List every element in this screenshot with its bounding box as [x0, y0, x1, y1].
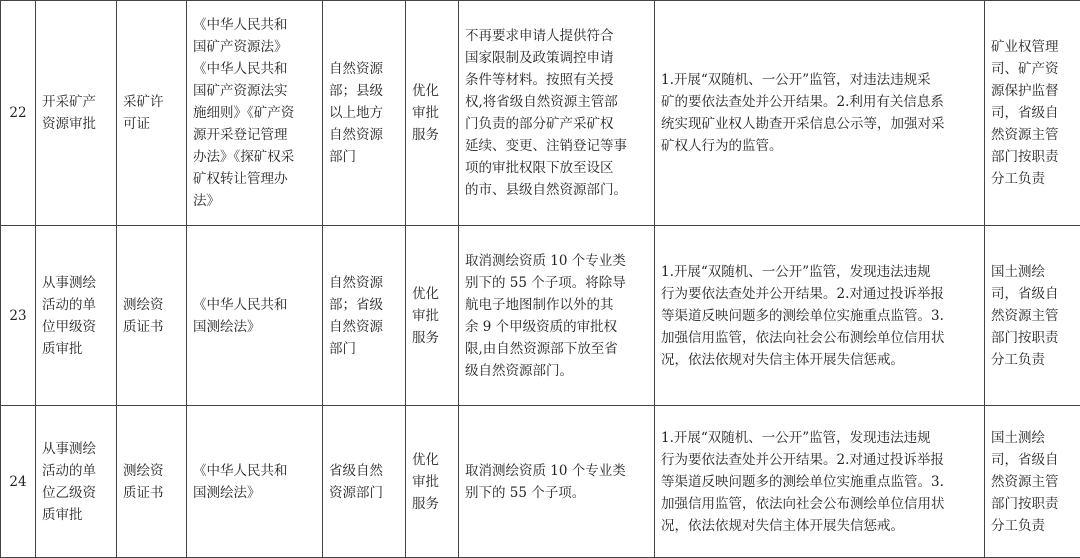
permit-name: 采矿许 可证 [117, 1, 187, 226]
reform-method: 优化 审批 服务 [406, 1, 459, 226]
table-row [1, 1, 1080, 226]
supervision-measures: 1.开展“双随机、一公开”监管，对违法违规采 矿的要依法查处并公开结果。2.利用有关信息系 统实现矿业权人勘查开采信息公示等，加强对采 矿权人行为的监管。 [655, 1, 985, 226]
approval-authority: 自然资源 部；县级 以上地方 自然资源 部门 [323, 1, 406, 226]
legal-basis: 《中华人民共和 国测绘法》 [187, 226, 323, 406]
reform-content: 不再要求申请人提供符合 国家限制及政策调控申请 条件等材料。按照有关授 权,将省级自然资源主管部 门负责的部分矿产采矿权 延续、变更、注销登记等事 项的审批权限下放至设区 的市、县级自然资源部门。 [459, 1, 655, 226]
table-row [1, 226, 1080, 406]
reform-content: 取消测绘资质 10 个专业类 别下的 55 个子项。将除导 航电子地图制作以外的其 余 9 个甲级资质的审批权 限,由自然资源部下放至省 级自然资源部门。 [459, 226, 655, 406]
item-name: 从事测绘 活动的单 位甲级资 质审批 [36, 226, 117, 406]
table-row [1, 406, 1080, 558]
permit-name: 测绘资 质证书 [117, 226, 187, 406]
responsible-department: 国土测绘 司，省级自 然资源主管 部门按职责 分工负责 [985, 406, 1080, 558]
reform-method: 优化 审批 服务 [406, 226, 459, 406]
legal-basis: 《中华人民共和 国测绘法》 [187, 406, 323, 558]
row-number: 24 [1, 406, 36, 558]
item-name: 从事测绘 活动的单 位乙级资 质审批 [36, 406, 117, 558]
responsible-department: 矿业权管理 司、矿产资 源保护监督 司，省级自 然资源主管 部门按职责 分工负责 [985, 1, 1080, 226]
permit-name: 测绘资 质证书 [117, 406, 187, 558]
supervision-measures: 1.开展“双随机、一公开”监管，发现违法违规 行为要依法查处并公开结果。2.对通过投诉举报 等渠道反映问题多的测绘单位实施重点监管。3. 加强信用监管，依法向社会公布测绘单位信用状 况，依法依规对失信主体开展失信惩戒。 [655, 406, 985, 558]
approval-authority: 自然资源 部；省级 自然资源 部门 [323, 226, 406, 406]
legal-basis: 《中华人民共和 国矿产资源法》 《中华人民共和 国矿产资源法实 施细则》《矿产资 源开采登记管理 办法》《探矿权采 矿权转让管理办 法》 [187, 1, 323, 226]
reform-method: 优化 审批 服务 [406, 406, 459, 558]
row-number: 23 [1, 226, 36, 406]
approval-authority: 省级自然 资源部门 [323, 406, 406, 558]
responsible-department: 国土测绘 司，省级自 然资源主管 部门按职责 分工负责 [985, 226, 1080, 406]
item-name: 开采矿产 资源审批 [36, 1, 117, 226]
supervision-measures: 1.开展“双随机、一公开”监管，发现违法违规 行为要依法查处并公开结果。2.对通过投诉举报 等渠道反映问题多的测绘单位实施重点监管。3. 加强信用监管，依法向社会公布测绘单位信用状 况，依法依规对失信主体开展失信惩戒。 [655, 226, 985, 406]
reform-content: 取消测绘资质 10 个专业类 别下的 55 个子项。 [459, 406, 655, 558]
row-number: 22 [1, 1, 36, 226]
